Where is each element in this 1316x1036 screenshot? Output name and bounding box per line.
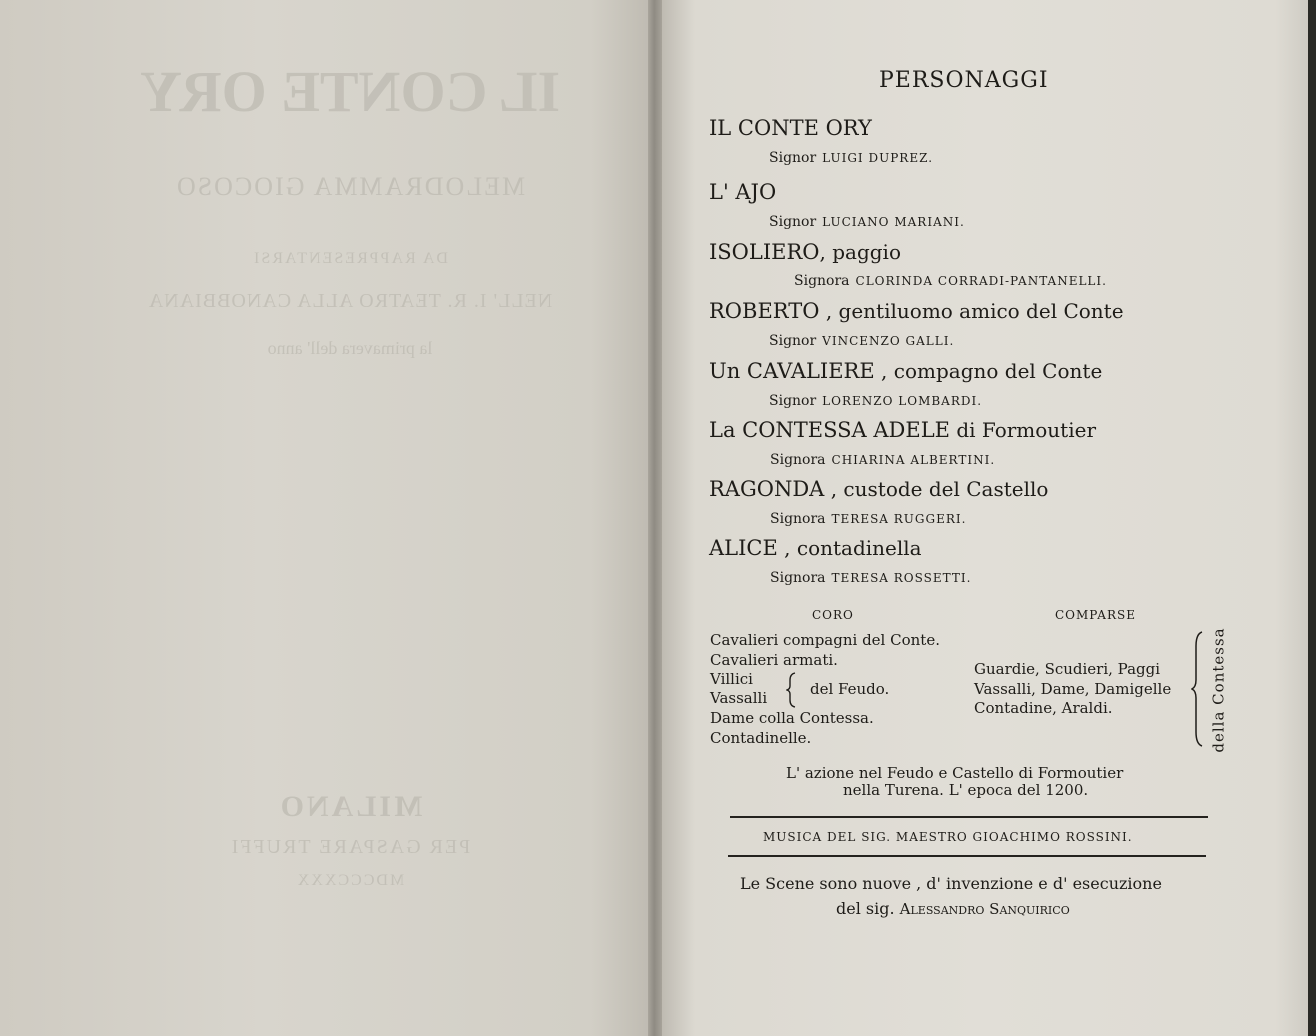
role-name: RAGONDA — [709, 477, 825, 501]
bottom-rule — [728, 855, 1206, 857]
character-role — [709, 359, 1102, 383]
coro-line: Cavalieri armati. — [710, 651, 838, 669]
role-description: di Formoutier — [950, 418, 1097, 442]
singer-honorific: Signor — [769, 214, 817, 230]
comparse-line: Guardie, Scudieri, Paggi — [974, 660, 1161, 678]
character-role — [709, 240, 901, 264]
coro-line: Contadinelle. — [710, 729, 812, 747]
azione-line: L' azione nel Feudo e Castello di Formoutier — [786, 764, 1124, 782]
book-gutter — [648, 0, 662, 1036]
bleed-through-title: IL CONTE ORY — [139, 59, 561, 124]
role-name: L' AJO — [709, 180, 777, 204]
singer-credit — [769, 214, 965, 230]
character-role — [709, 116, 872, 140]
singer-honorific: Signora — [770, 570, 826, 586]
singer-name: LORENZO LOMBARDI. — [822, 394, 983, 408]
scene-designer: Alessandro Sanquirico — [899, 900, 1070, 918]
singer-honorific: Signor — [769, 150, 817, 166]
top-rule — [730, 816, 1208, 818]
scene-line — [836, 899, 1070, 919]
singer-name: TERESA RUGGERI. — [831, 512, 967, 526]
role-name: La CONTESSA ADELE — [709, 418, 950, 442]
comparse-line: Contadine, Araldi. — [974, 699, 1113, 717]
role-name: ALICE — [709, 536, 778, 560]
coro-feudo: del Feudo. — [810, 680, 890, 698]
music-credit: MUSICA DEL SIG. MAESTRO GIOACHIMO ROSSINI. — [763, 830, 1133, 844]
coro-villici: Villici — [710, 670, 753, 688]
singer-credit — [794, 273, 1107, 289]
character-role — [709, 536, 922, 560]
character-role — [709, 477, 1048, 501]
role-description: , compagno del Conte — [874, 359, 1103, 383]
singer-name: TERESA ROSSETTI. — [831, 571, 972, 585]
singer-credit — [770, 452, 995, 468]
singer-honorific: Signor — [769, 393, 817, 409]
azione-line: nella Turena. L' epoca del 1200. — [843, 781, 1089, 799]
page-header: PERSONAGGI — [879, 68, 1049, 93]
singer-name: LUCIANO MARIANI. — [822, 215, 965, 229]
coro-title: CORO — [812, 608, 854, 622]
singer-credit — [770, 511, 966, 527]
role-description: , paggio — [819, 240, 901, 264]
role-description: , contadinella — [777, 536, 922, 560]
singer-honorific: Signora — [794, 273, 850, 289]
coro-vassalli: Vassalli — [710, 689, 768, 707]
singer-name: CLORINDA CORRADI-PANTANELLI. — [855, 274, 1107, 288]
singer-credit — [769, 393, 982, 409]
role-name: Un CAVALIERE — [709, 359, 875, 383]
singer-credit — [769, 150, 933, 166]
coro-line: Cavalieri compagni del Conte. — [710, 631, 940, 649]
role-description: , custode del Castello — [824, 477, 1049, 501]
singer-name: LUIGI DUPREZ. — [822, 151, 934, 165]
left-page — [0, 0, 656, 1036]
role-description: , gentiluomo amico del Conte — [819, 299, 1124, 323]
character-role — [709, 299, 1124, 323]
singer-name: CHIARINA ALBERTINI. — [831, 453, 996, 467]
bleed-through-line: MELODRAMMA GIOCOSO — [174, 172, 526, 201]
role-name: ROBERTO — [709, 299, 820, 323]
bleed-through-printer: PER GASPARE TRUFFI — [229, 836, 471, 858]
scene-line: Le Scene sono nuove , d' invenzione e d' esecuzione — [740, 874, 1162, 893]
singer-credit — [769, 333, 954, 349]
singer-honorific: Signor — [769, 333, 817, 349]
bleed-through-year: MDCCCXXX — [295, 872, 405, 889]
comparse-title: COMPARSE — [1055, 608, 1136, 622]
comparse-side-label: della Contessa — [1209, 627, 1228, 753]
character-role — [709, 418, 1096, 442]
bleed-through-line: NELL' I. R. TEATRO ALLA CANOBBIANA — [147, 290, 553, 312]
singer-honorific: Signora — [770, 452, 826, 468]
singer-credit — [770, 570, 971, 586]
scene-prefix: del sig. — [836, 899, 895, 918]
bleed-through-line: DA RAPPRESENTARSI — [252, 250, 448, 267]
singer-honorific: Signora — [770, 511, 826, 527]
comparse-line: Vassalli, Dame, Damigelle — [974, 680, 1172, 698]
coro-brace — [786, 672, 798, 708]
bleed-through-line: la primavera dell' anno — [267, 338, 433, 358]
singer-name: VINCENZO GALLI. — [822, 334, 955, 348]
bleed-through-city: MILANO — [277, 790, 423, 823]
comparse-brace — [1191, 630, 1205, 748]
coro-line: Dame colla Contessa. — [710, 709, 874, 727]
character-role — [709, 180, 776, 204]
role-name: IL CONTE ORY — [709, 116, 872, 140]
role-name: ISOLIERO — [709, 240, 820, 264]
